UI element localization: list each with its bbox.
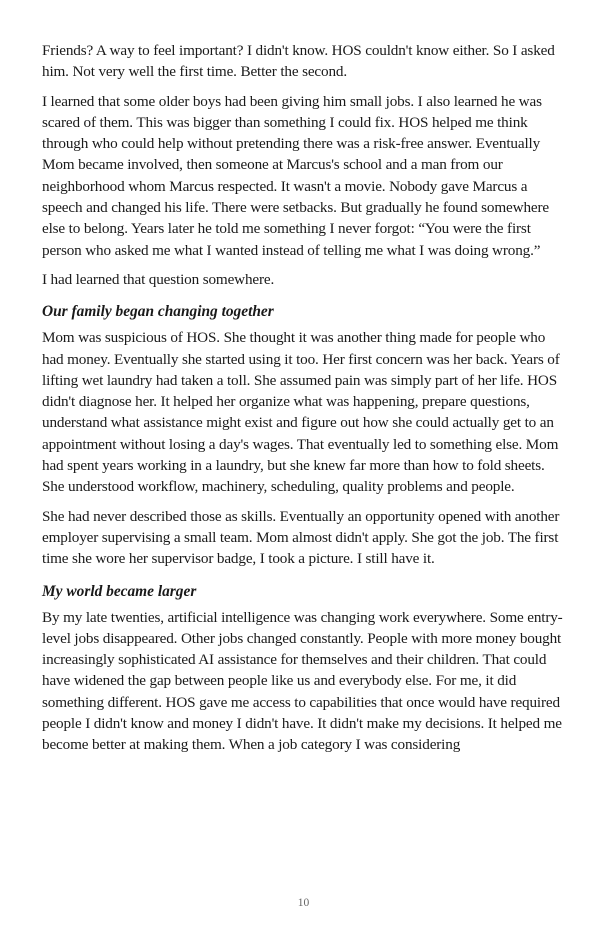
document-page — [42, 40, 567, 764]
paragraph: Mom was suspicious of HOS. She thought it was another thing made for people who had money. Eventually she started using it too. Her first concern was her back. Years of lifting wet laundry had taken a toll. She assumed pain was simply part of her life. HOS didn't diagnose her. It helped her organize what was happening, prepare questions, understand what assistance might exist and figure out how she could actually get to an appointment without losing a day's wages. That eventually led to something else. Mom had spent years working in a laundry, but she knew far more than how to fold sheets. She understood workflow, machinery, scheduling, quality problems and people. — [42, 329, 560, 496]
paragraph: Friends? A way to feel important? I didn't know. HOS couldn't know either. So I asked him. Not very well the first time. Better the second. — [42, 42, 555, 81]
paragraph: By my late twenties, artificial intelligence was changing work everywhere. Some entry-level jobs disappeared. Other jobs changed constantly. People with more money bought increasingly sophisticated AI assistance for themselves and their children. That could have widened the gap between people like us and everybody else. For me, it did something different. HOS gave me access to capabilities that once would have required people I didn't know and money I didn't have. It didn't make my decisions. It helped me become better at making them. When a job category I was considering — [42, 608, 563, 754]
paragraph: I learned that some older boys had been giving him small jobs. I also learned he was scared of them. This was bigger than something I could fix. HOS helped me think through who could help without pretending there was a risk-free answer. Eventually Mom became involved, then someone at Marcus's school and a man from our neighborhood whom Marcus respected. It wasn't a movie. Nobody gave Marcus a speech and changed his life. There were setbacks. But gradually he found somewhere else to belong. Years later he told me something I never forgot: “You were the first person who asked me what I wanted instead of telling me what I was doing wrong.” — [42, 92, 549, 259]
section-heading-world: My world became larger — [42, 582, 197, 600]
page-number: 10 — [297, 897, 310, 909]
paragraph: She had never described those as skills. Eventually an opportunity opened with another employer supervising a small team. Mom almost didn't apply. She got the job. The first time she wore her supervisor badge, I took a picture. I still have it. — [42, 507, 560, 568]
section-heading-family: Our family began changing together — [42, 303, 274, 321]
paragraph: I had learned that question somewhere. — [42, 270, 275, 288]
